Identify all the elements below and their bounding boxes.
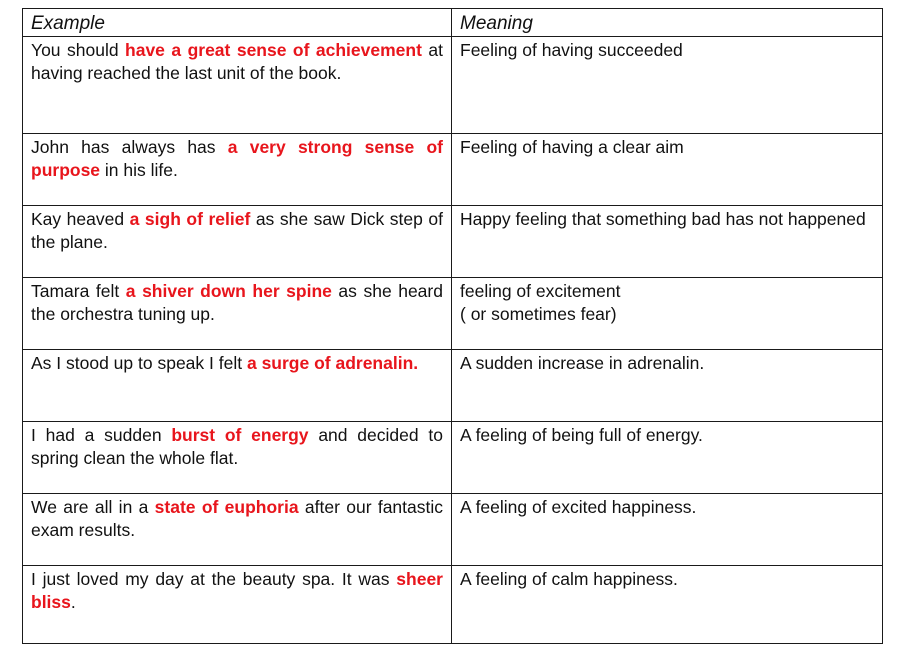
table-row xyxy=(23,278,883,350)
meaning-cell xyxy=(452,37,883,134)
header-row xyxy=(23,9,883,37)
example-text: We are all in a xyxy=(31,497,155,517)
highlighted-phrase: sheer bliss xyxy=(31,569,443,612)
table-row xyxy=(23,206,883,278)
meaning-cell xyxy=(452,494,883,566)
example-cell xyxy=(23,566,452,644)
meaning-text: A feeling of excited happiness. xyxy=(460,497,697,517)
example-text: You should xyxy=(31,40,126,60)
example-text: and decided to spring clean the whole flat. xyxy=(31,425,443,468)
example-text: at having reached the last unit of the book. xyxy=(31,40,443,83)
example-text: John has always has xyxy=(31,137,228,157)
meaning-cell xyxy=(452,206,883,278)
example-cell xyxy=(23,206,452,278)
highlighted-phrase: a surge of adrenalin. xyxy=(246,353,419,373)
meaning-text: Feeling of having a clear aim xyxy=(460,137,684,157)
meaning-cell xyxy=(452,566,883,644)
example-cell xyxy=(23,134,452,206)
highlighted-phrase: have a great sense of achievement xyxy=(125,40,422,60)
meaning-text: A feeling of being full of energy. xyxy=(460,425,703,445)
meaning-text: Happy feeling that something bad has not happened xyxy=(460,209,866,229)
phrases-table xyxy=(22,8,883,644)
highlighted-phrase: a shiver down her spine xyxy=(125,281,332,301)
example-text: after our fantastic exam results. xyxy=(31,497,444,540)
highlighted-phrase: burst of energy xyxy=(171,425,309,445)
highlighted-phrase: state of euphoria xyxy=(154,497,299,517)
meaning-text: feeling of excitement xyxy=(460,281,621,301)
example-cell xyxy=(23,350,452,422)
table-row xyxy=(23,350,883,422)
meaning-cell xyxy=(452,278,883,350)
example-text: I had a sudden xyxy=(31,425,172,445)
header-meaning: Meaning xyxy=(452,9,883,37)
highlighted-phrase: a sigh of relief xyxy=(129,209,251,229)
example-text: . xyxy=(70,592,76,612)
example-text: As I stood up to speak I felt xyxy=(31,353,247,373)
meaning-cell xyxy=(452,350,883,422)
meaning-text: Feeling of having succeeded xyxy=(460,40,683,60)
example-text: Kay heaved xyxy=(31,209,130,229)
table-row xyxy=(23,134,883,206)
example-text: Tamara felt xyxy=(31,281,126,301)
meaning-text: ( or sometimes fear) xyxy=(460,304,617,324)
highlighted-phrase: a very strong sense of purpose xyxy=(31,137,443,180)
example-cell xyxy=(23,278,452,350)
meaning-text: A feeling of calm happiness. xyxy=(460,569,678,589)
example-text: as she heard the orchestra tuning up. xyxy=(31,281,443,324)
example-cell xyxy=(23,37,452,134)
table-row xyxy=(23,422,883,494)
meaning-cell xyxy=(452,134,883,206)
example-cell xyxy=(23,422,452,494)
table-row xyxy=(23,494,883,566)
example-text: as she saw Dick step of the plane. xyxy=(31,209,444,252)
header-example: Example xyxy=(23,9,452,37)
meaning-cell xyxy=(452,422,883,494)
example-text: I just loved my day at the beauty spa. It was xyxy=(31,569,397,589)
table-row xyxy=(23,37,883,134)
table-row xyxy=(23,566,883,644)
example-text: in his life. xyxy=(100,160,178,180)
meaning-text: A sudden increase in adrenalin. xyxy=(460,353,705,373)
example-cell xyxy=(23,494,452,566)
